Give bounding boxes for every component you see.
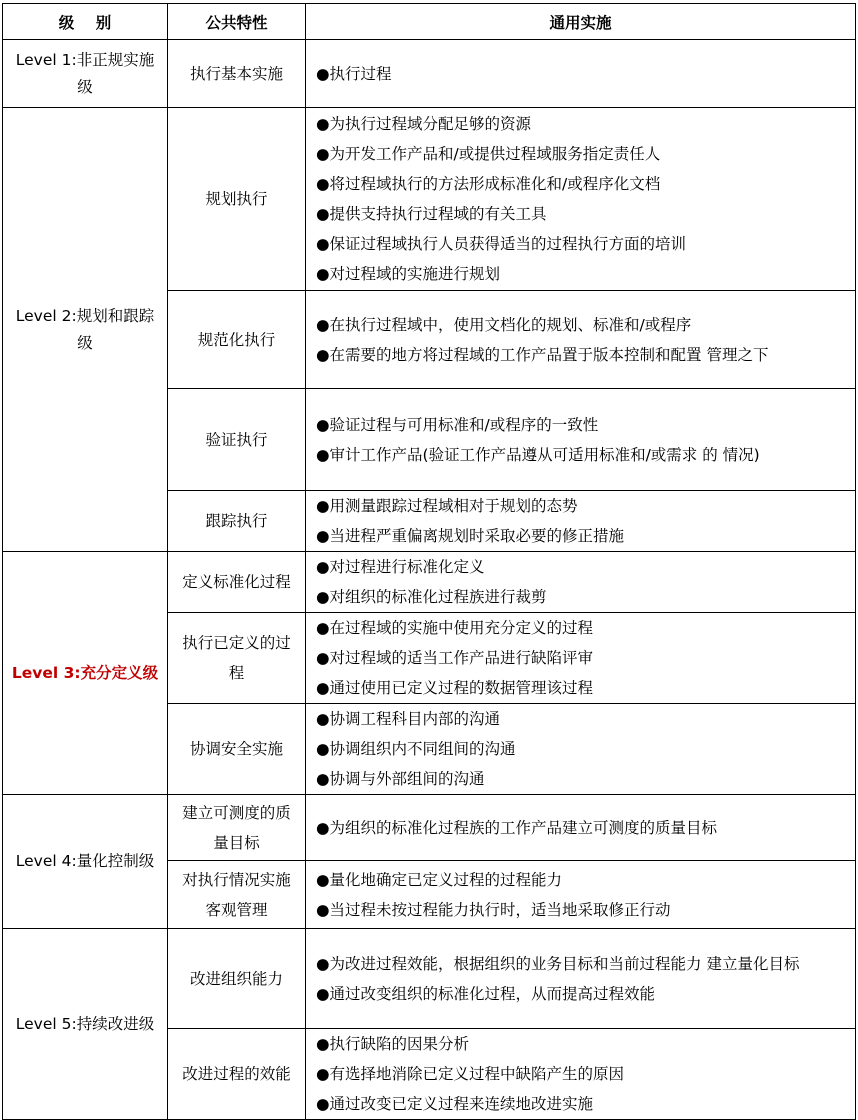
practice-cell <box>306 795 856 861</box>
practice-item: ●保证过程域执行人员获得适当的过程执行方面的培训 <box>316 235 687 253</box>
practice-item: ●对过程域的适当工作产品进行缺陷评审 <box>316 649 594 667</box>
table-row <box>3 40 856 108</box>
header-feature: 公共特性 <box>168 4 306 40</box>
feature-cell: 验证执行 <box>168 389 306 491</box>
header-level: 级 别 <box>3 4 168 40</box>
practice-cell <box>306 1029 856 1120</box>
level-2-cell: Level 2:规划和跟踪级 <box>3 108 168 552</box>
feature-cell: 执行已定义的过程 <box>168 613 306 704</box>
practice-cell <box>306 552 856 613</box>
feature-cell: 改进过程的效能 <box>168 1029 306 1120</box>
practice-item: ●审计工作产品(验证工作产品遵从可适用标准和/或需求 的 情况) <box>316 445 760 464</box>
practice-item: ●在过程域的实施中使用充分定义的过程 <box>316 619 594 637</box>
practice-item: ●为组织的标准化过程族的工作产品建立可测度的质量目标 <box>316 818 718 837</box>
practice-item: ●在执行过程域中，使用文档化的规划、标准和/或程序 <box>316 315 692 334</box>
practice-item: ●执行过程 <box>316 64 392 83</box>
practice-item: ●通过改变已定义过程来连续地改进实施 <box>316 1095 594 1113</box>
table-row <box>3 795 856 861</box>
practice-cell <box>306 861 856 929</box>
practice-item: ●对过程进行标准化定义 <box>316 558 485 576</box>
practice-item: ●通过使用已定义过程的数据管理该过程 <box>316 679 594 697</box>
feature-cell: 定义标准化过程 <box>168 552 306 613</box>
maturity-level-table <box>2 3 856 1120</box>
header-row <box>3 4 856 40</box>
feature-cell: 协调安全实施 <box>168 704 306 795</box>
practice-item: ●为改进过程效能，根据组织的业务目标和当前过程能力 建立量化目标 <box>316 954 800 973</box>
header-practice: 通用实施 <box>306 4 856 40</box>
practice-item: ●当进程严重偏离规划时采取必要的修正措施 <box>316 527 625 545</box>
practice-cell <box>306 613 856 704</box>
practice-item: ●为开发工作产品和/或提供过程域服务指定责任人 <box>316 145 661 163</box>
feature-cell: 规范化执行 <box>168 291 306 389</box>
practice-cell <box>306 40 856 108</box>
practice-item: ●提供支持执行过程域的有关工具 <box>316 205 547 223</box>
practice-item: ●对组织的标准化过程族进行裁剪 <box>316 588 547 606</box>
feature-cell: 建立可测度的质量目标 <box>168 795 306 861</box>
table-row <box>3 108 856 291</box>
level-5-cell: Level 5:持续改进级 <box>3 929 168 1120</box>
practice-item: ●协调工程科目内部的沟通 <box>316 710 501 728</box>
table-row <box>3 552 856 613</box>
practice-item: ●用测量跟踪过程域相对于规划的态势 <box>316 497 578 515</box>
practice-cell <box>306 389 856 491</box>
practice-item: ●协调组织内不同组间的沟通 <box>316 740 516 758</box>
practice-cell <box>306 704 856 795</box>
practice-item: ●量化地确定已定义过程的过程能力 <box>316 870 563 889</box>
table-row <box>3 929 856 1029</box>
level-1-cell: Level 1:非正规实施级 <box>3 40 168 108</box>
practice-item: ●将过程域执行的方法形成标准化和/或程序化文档 <box>316 175 661 193</box>
feature-cell: 跟踪执行 <box>168 491 306 552</box>
practice-cell <box>306 108 856 291</box>
practice-item: ●执行缺陷的因果分析 <box>316 1035 470 1053</box>
practice-item: ●对过程域的实施进行规划 <box>316 265 501 283</box>
practice-cell <box>306 291 856 389</box>
feature-cell: 改进组织能力 <box>168 929 306 1029</box>
practice-cell <box>306 929 856 1029</box>
practice-item: ●协调与外部组间的沟通 <box>316 770 485 788</box>
level-3-cell: Level 3:充分定义级 <box>3 552 168 795</box>
feature-cell: 对执行情况实施客观管理 <box>168 861 306 929</box>
practice-item: ●通过改变组织的标准化过程，从而提高过程效能 <box>316 984 656 1003</box>
feature-cell: 执行基本实施 <box>168 40 306 108</box>
practice-item: ●为执行过程域分配足够的资源 <box>316 115 532 133</box>
practice-item: ●在需要的地方将过程域的工作产品置于版本控制和配置 管理之下 <box>316 345 769 364</box>
practice-item: ●当过程未按过程能力执行时，适当地采取修正行动 <box>316 900 671 919</box>
practice-item: ●有选择地消除已定义过程中缺陷产生的原因 <box>316 1065 625 1083</box>
level-4-cell: Level 4:量化控制级 <box>3 795 168 929</box>
practice-cell <box>306 491 856 552</box>
feature-cell: 规划执行 <box>168 108 306 291</box>
practice-item: ●验证过程与可用标准和/或程序的一致性 <box>316 415 599 434</box>
